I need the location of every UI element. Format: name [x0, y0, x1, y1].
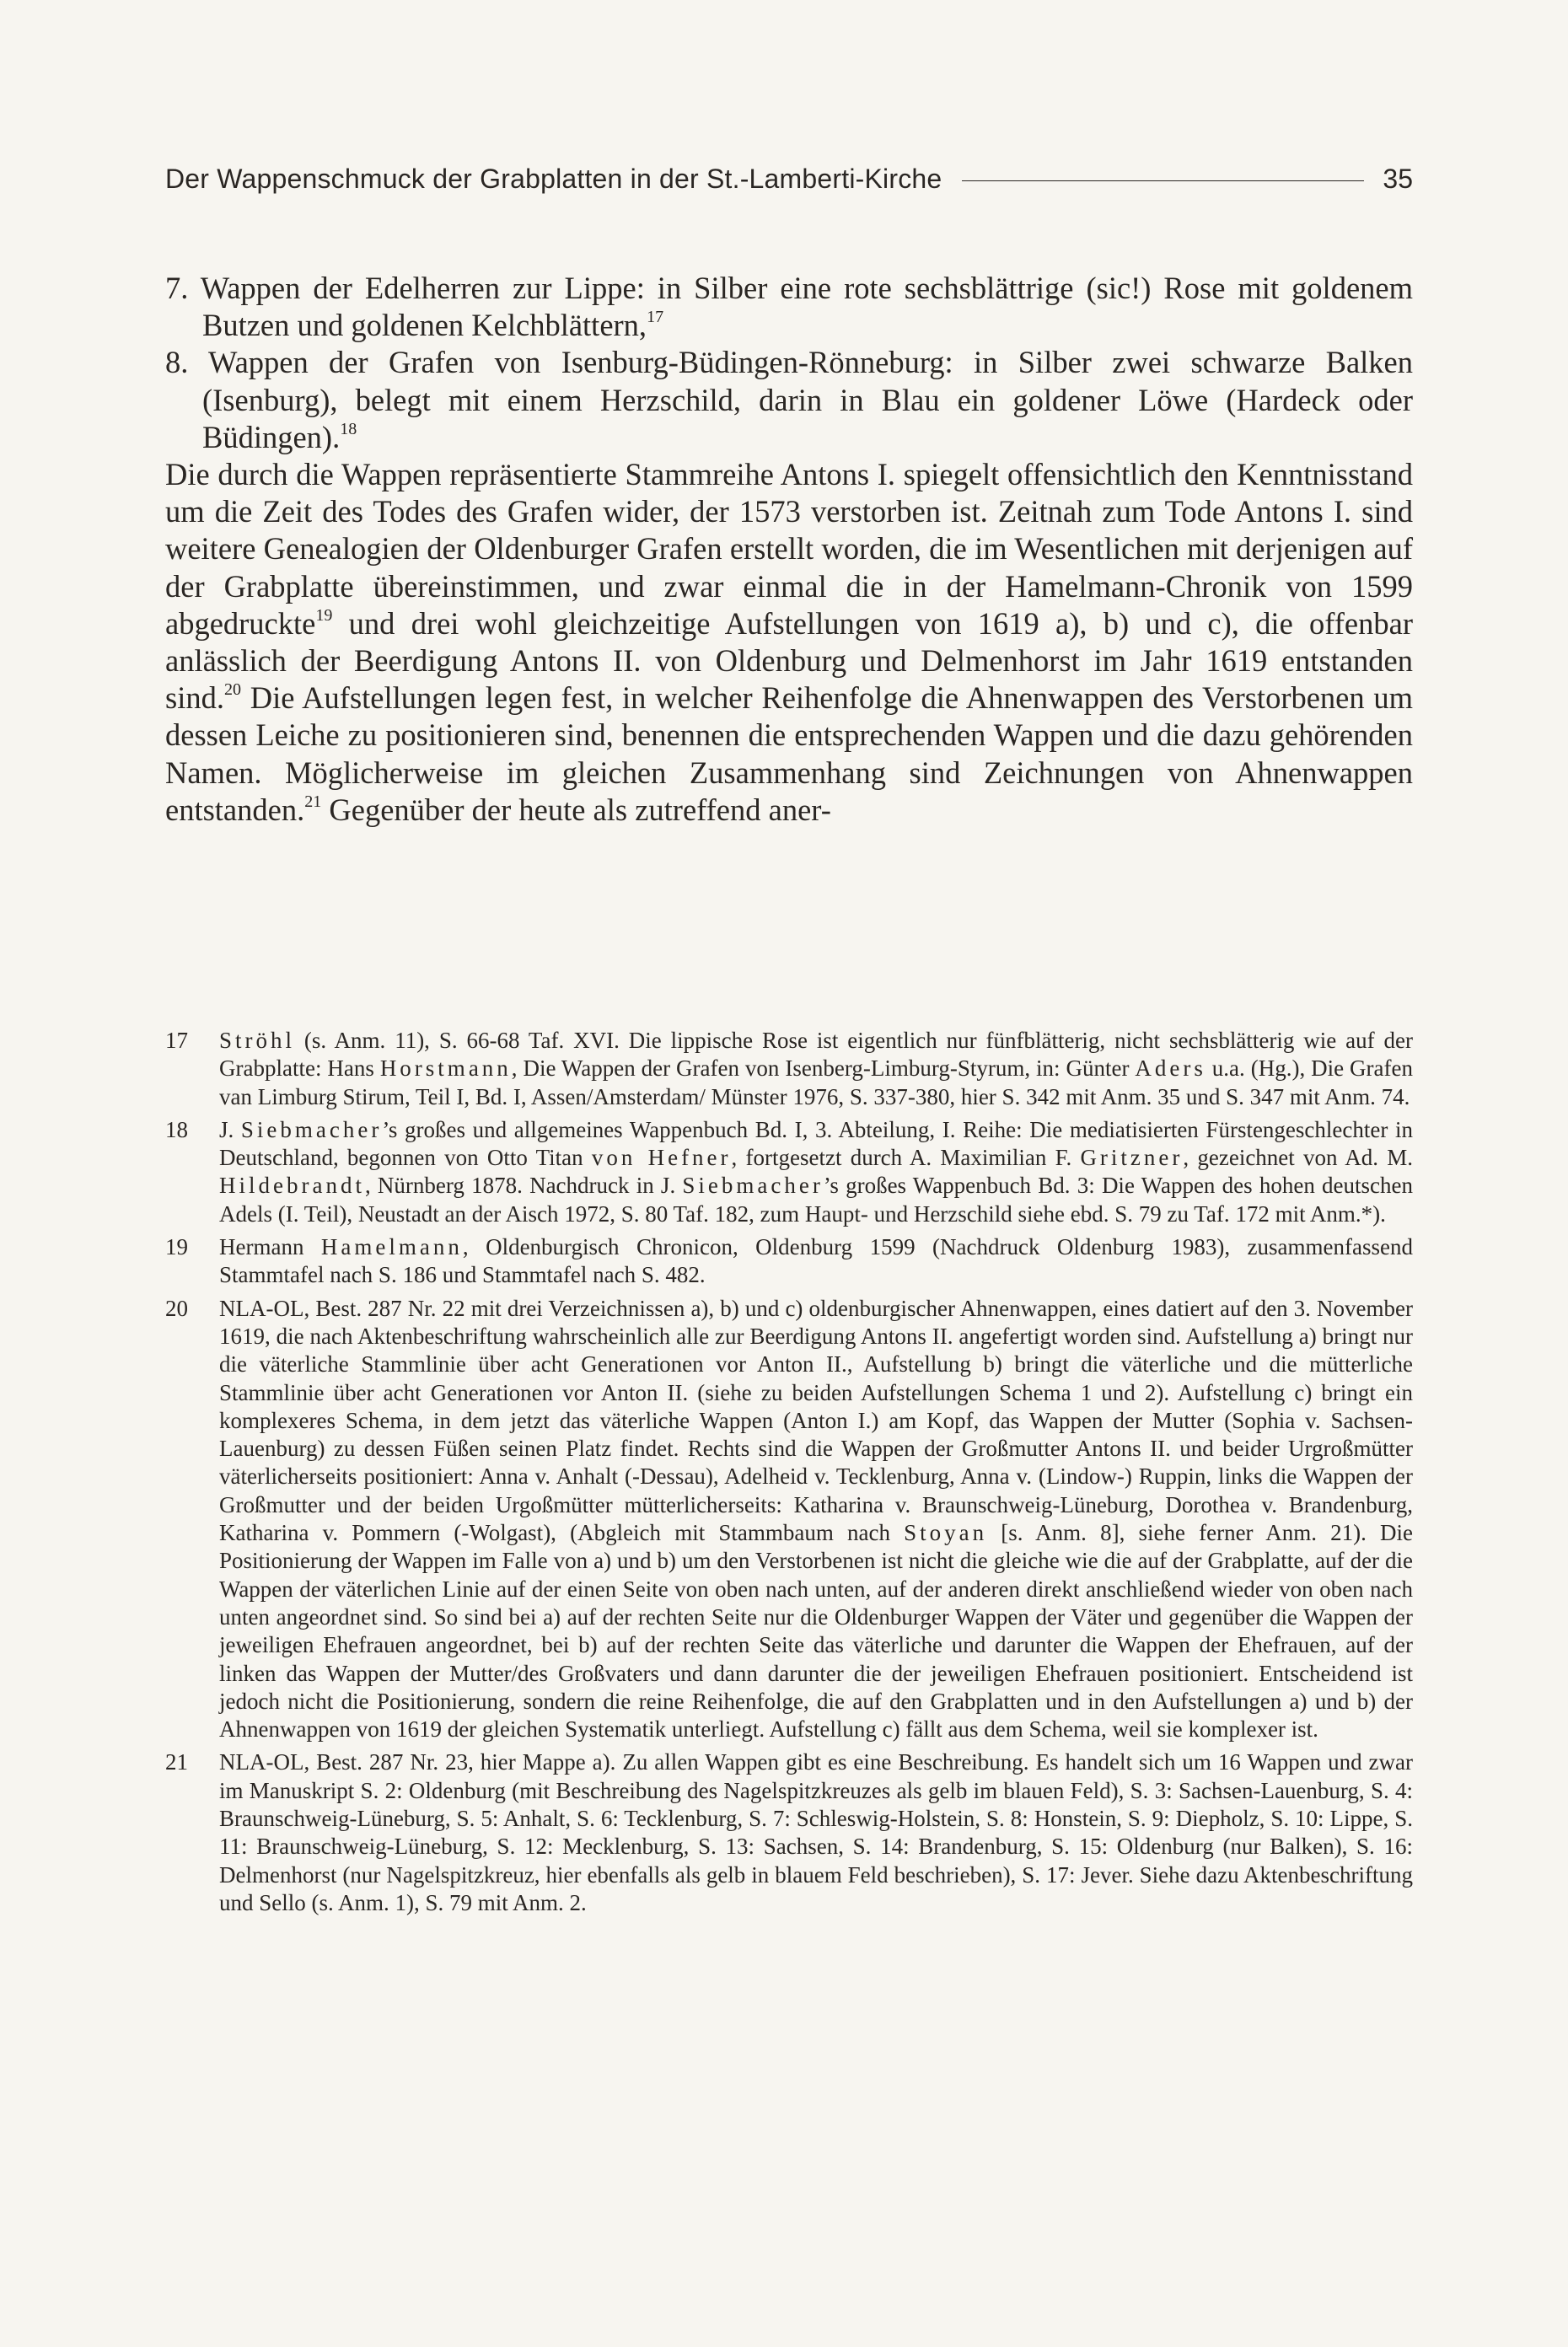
footnote-20 — [165, 1295, 1413, 1744]
footnote-18 — [165, 1116, 1413, 1228]
running-head — [165, 160, 1413, 197]
footnote-ref-18[interactable]: 18 — [340, 419, 357, 438]
footnote-ref-17[interactable]: 17 — [647, 308, 664, 327]
main-paragraph: Die durch die Wappen repräsentierte Stammreihe Antons I. spiegelt offensichtlich den Kenntnisstand um die Zeit des Todes des Grafen wider, der 1573 verstorben ist. Zeitnah zum Tode Antons I. sind weitere Genealogien der Oldenburger Grafen erstellt worden, die im Wesentlichen mit derjenigen auf der Grabplatte übereinstimmen, und zwar einmal die in der Hamelmann-Chronik von 1599 abgedruckte$^{19}$ und drei wohl gleichzeitige Aufstellungen von 1619 a), b) und c), die offenbar anlässlich der Beerdigung Antons II. von Oldenburg und Delmenhorst im Jahr 1619 entstanden sind.$^{20}$ Die Aufstellungen legen fest, in welcher Reihenfolge die Ahnenwappen des Verstorbenen um dessen Leiche zu positionieren sind, benennen die entsprechenden Wappen und die dazu gehörenden Namen. Möglicherweise im gleichen Zusammenhang sind Zeichnungen von Ahnenwappen entstanden.$^{21}$ Gegenüber der heute als zutreffend aner- — [165, 457, 1413, 827]
footnote-number: 21 — [165, 1749, 188, 1775]
footnote-text: Hermann Hamelmann, Oldenburgisch Chronicon, Oldenburg 1599 (Nachdruck Oldenburg 1983), zusammenfassend Stammtafel nach S. 186 und Stammtafel nach S. 482. — [219, 1234, 1413, 1288]
footnote-number: 19 — [165, 1234, 188, 1260]
footnote-ref-20[interactable]: 20 — [223, 680, 242, 700]
footnote-19 — [165, 1233, 1413, 1290]
footnote-ref-19[interactable]: 19 — [315, 605, 333, 625]
footnote-text: Ströhl (s. Anm. 11), S. 66-68 Taf. XVI. Die lippische Rose ist eigentlich nur fünfblätterig, nicht sechsblätterig wie auf der Grabplatte: Hans Horstmann, Die Wappen der Grafen von Isenberg-Limburg-Styrum, in: Günter Aders u.a. (Hg.), Die Grafen van Limburg Stirum, Teil I, Bd. I, Assen/Amsterdam/ Münster 1976, S. 337-380, hier S. 342 mit Anm. 35 und S. 347 mit Anm. 74. — [219, 1028, 1413, 1109]
page-content — [165, 160, 1413, 829]
body-text — [165, 270, 1413, 829]
list-item-7: 7. Wappen der Edelherren zur Lippe: in Silber eine rote sechsblättrige (sic!) Rose mit goldenem Butzen und goldenen Kelchblättern,$^{17}$ — [165, 271, 1413, 343]
footnote-number: 18 — [165, 1116, 188, 1142]
footnote-17 — [165, 1027, 1413, 1111]
footnote-text: NLA-OL, Best. 287 Nr. 22 mit drei Verzeichnissen a), b) und c) oldenburgischer Ahnenwappen, eines datiert auf den 3. November 1619, die nach Aktenbeschriftung wahrscheinlich alle zur Beerdigung Antons II. angefertigt worden sind. Aufstellung a) bringt nur die väterliche Stammlinie über acht Generationen vor Anton II., Aufstellung b) bringt die väterliche und die mütterliche Stammlinie über acht Generationen vor Anton II. (siehe zu beiden Aufstellungen Schema 1 und 2). Aufstellung c) bringt ein komplexeres Schema, in dem jetzt das väterliche Wappen (Anton I.) am Kopf, das Wappen der Mutter (Sophia v. Sachsen-Lauenburg) zu dessen Füßen seinen Platz findet. Rechts sind die Wappen der Großmutter Antons II. und beider Urgroßmütter väterlicherseits positioniert: Anna v. Anhalt (-Dessau), Adelheid v. Tecklenburg, Anna v. (Lindow-) Ruppin, links die Wappen der Großmutter und der beiden Urgoßmütter mütterlicherseits: Katharina v. Braunschweig-Lüneburg, Dorothea v. Brandenburg, Katharina v. Pommern (-Wolgast), (Abgleich mit Stammbaum nach Stoyan [s. Anm. 8], siehe ferner Anm. 21). Die Positionierung der Wappen im Falle von a) und b) um den Verstorbenen ist nicht die gleiche wie die auf der Grabplatte, auf der die Wappen der väterlichen Linie auf der einen Seite von oben nach unten, auf der anderen direkt anschließend wieder von oben nach unten angeordnet sind. So sind bei a) auf der rechten Seite nur die Oldenburger Wappen der Väter und gegenüber die Wappen der jeweiligen Ehefrauen angeordnet, bei b) auf der rechten Seite das väterliche und darunter die Wappen der Ehefrauen, auf der linken das Wappen der Mutter/des Großvaters und dann darunter die der jeweiligen Ehefrauen positioniert. Entscheidend ist jedoch nicht die Positionierung, sondern die reine Reihenfolge, die auf den Grabplatten und in den Aufstellungen a) und b) der Ahnenwappen von 1619 der gleichen Systematik unterliegt. Aufstellung c) fällt aus dem Schema, weil sie komplexer ist. — [219, 1295, 1413, 1743]
footnote-21 — [165, 1748, 1413, 1917]
footnote-number: 20 — [165, 1295, 188, 1321]
footnote-number: 17 — [165, 1028, 188, 1053]
header-rule — [962, 180, 1364, 181]
list-item-8: 8. Wappen der Grafen von Isenburg-Büdingen-Rönneburg: in Silber zwei schwarze Balken (Isenburg), belegt mit einem Herzschild, darin in Blau ein goldener Löwe (Hardeck oder Büdingen).$^{18}$ — [165, 345, 1413, 454]
footnote-ref-21[interactable]: 21 — [304, 792, 322, 811]
page-number: 35 — [1383, 164, 1413, 194]
running-title: Der Wappenschmuck der Grabplatten in der St.-Lamberti-Kirche — [165, 164, 942, 194]
footnote-text: J. Siebmacher’s großes und allgemeines Wappenbuch Bd. I, 3. Abteilung, I. Reihe: Die mediatisierten Fürstengeschlechter in Deutschland, begonnen von Otto Titan von Hefner, fortgesetzt durch A. Maximilian F. Gritzner, gezeichnet von Ad. M. Hildebrandt, Nürnberg 1878. Nachdruck in J. Siebmacher’s großes Wappenbuch Bd. 3: Die Wappen des hohen deutschen Adels (I. Teil), Neustadt an der Aisch 1972, S. 80 Taf. 182, zum Haupt- und Herzschild siehe ebd. S. 79 zu Taf. 172 mit Anm.*). — [219, 1116, 1413, 1227]
footnotes — [165, 1027, 1413, 1922]
footnote-text: NLA-OL, Best. 287 Nr. 23, hier Mappe a). Zu allen Wappen gibt es eine Beschreibung. Es handelt sich um 16 Wappen und zwar im Manuskript S. 2: Oldenburg (mit Beschreibung des Nagelspitzkreuzes als gelb im blauen Feld), S. 3: Sachsen-Lauenburg, S. 4: Braunschweig-Lüneburg, S. 5: Anhalt, S. 6: Tecklenburg, S. 7: Schleswig-Holstein, S. 8: Honstein, S. 9: Diepholz, S. 10: Lippe, S. 11: Braunschweig-Lüneburg, S. 12: Mecklenburg, S. 13: Sachsen, S. 14: Brandenburg, S. 15: Oldenburg (nur Balken), S. 16: Delmenhorst (nur Nagelspitzkreuz, hier ebenfalls als gelb in blauem Feld beschrieben), S. 17: Jever. Siehe dazu Aktenbeschriftung und Sello (s. Anm. 1), S. 79 mit Anm. 2. — [219, 1749, 1413, 1915]
